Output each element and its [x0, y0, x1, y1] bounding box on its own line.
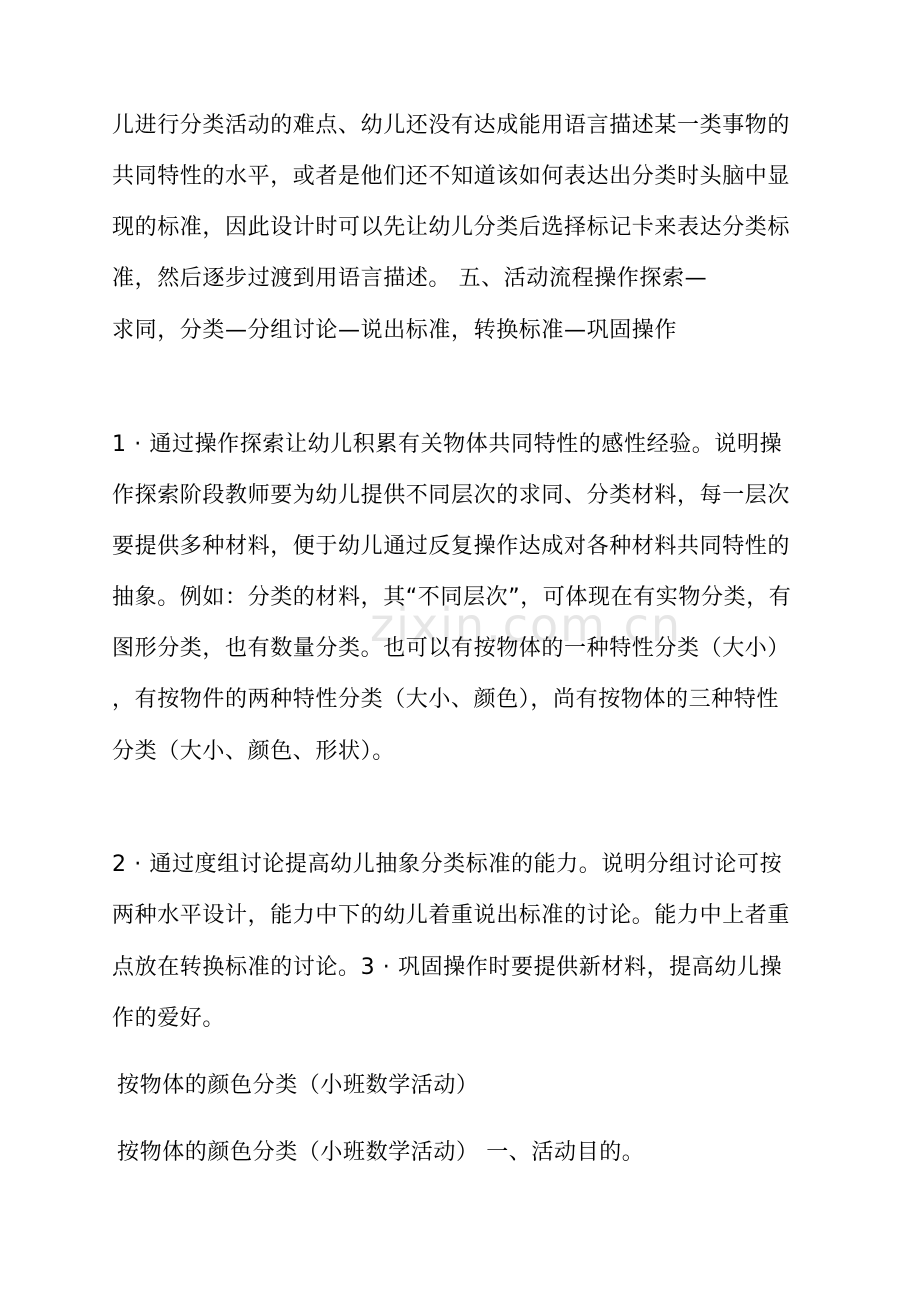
paragraph-line: 两种水平设计，能力中下的幼儿着重说出标准的讨论。能力中上者重 — [112, 903, 791, 928]
section-heading: 按物体的颜色分类（小班数学活动） — [117, 1073, 479, 1098]
section-heading: 按物体的颜色分类（小班数学活动） 一、活动目的。 — [117, 1140, 645, 1165]
paragraph-line: 作的爱好。 — [112, 1006, 226, 1031]
paragraph-line: 求同，分类—分组讨论—说出标准，转换标准—巩固操作 — [112, 318, 678, 343]
paragraph-line: 共同特性的水平，或者是他们还不知道该如何表达出分类时头脑中显 — [112, 164, 791, 189]
paragraph-line: 点放在转换标准的讨论。3 · 巩固操作时要提供新材料，提高幼儿操 — [112, 955, 783, 980]
paragraph-line: 抽象。例如：分类的材料，其“不同层次”，可体现在有实物分类，有 — [112, 585, 792, 610]
watermark: zixin.com.cn — [370, 598, 683, 652]
paragraph-line: 2 · 通过度组讨论提高幼儿抽象分类标准的能力。说明分组讨论可按 — [112, 852, 783, 877]
paragraph-line: 儿进行分类活动的难点、幼儿还没有达成能用语言描述某一类事物的 — [112, 113, 791, 138]
paragraph-line: ，有按物件的两种特性分类（大小、颜色），尚有按物体的三种特性 — [112, 687, 780, 712]
paragraph-line: 准，然后逐步过渡到用语言描述。 五、活动流程操作探索— — [112, 266, 708, 291]
paragraph-line: 现的标准，因此设计时可以先让幼儿分类后选择标记卡来表达分类标 — [112, 215, 791, 240]
paragraph-line: 1 · 通过操作探索让幼儿积累有关物体共同特性的感性经验。说明操 — [112, 432, 783, 457]
paragraph-line: 要提供多种材料，便于幼儿通过反复操作达成对各种材料共同特性的 — [112, 534, 791, 559]
paragraph-line: 作探索阶段教师要为幼儿提供不同层次的求同、分类材料，每一层次 — [112, 483, 791, 508]
paragraph-line: 图形分类，也有数量分类。也可以有按物体的一种特性分类（大小） — [112, 636, 791, 661]
paragraph-line: 分类（大小、颜色、形状）。 — [112, 739, 395, 764]
